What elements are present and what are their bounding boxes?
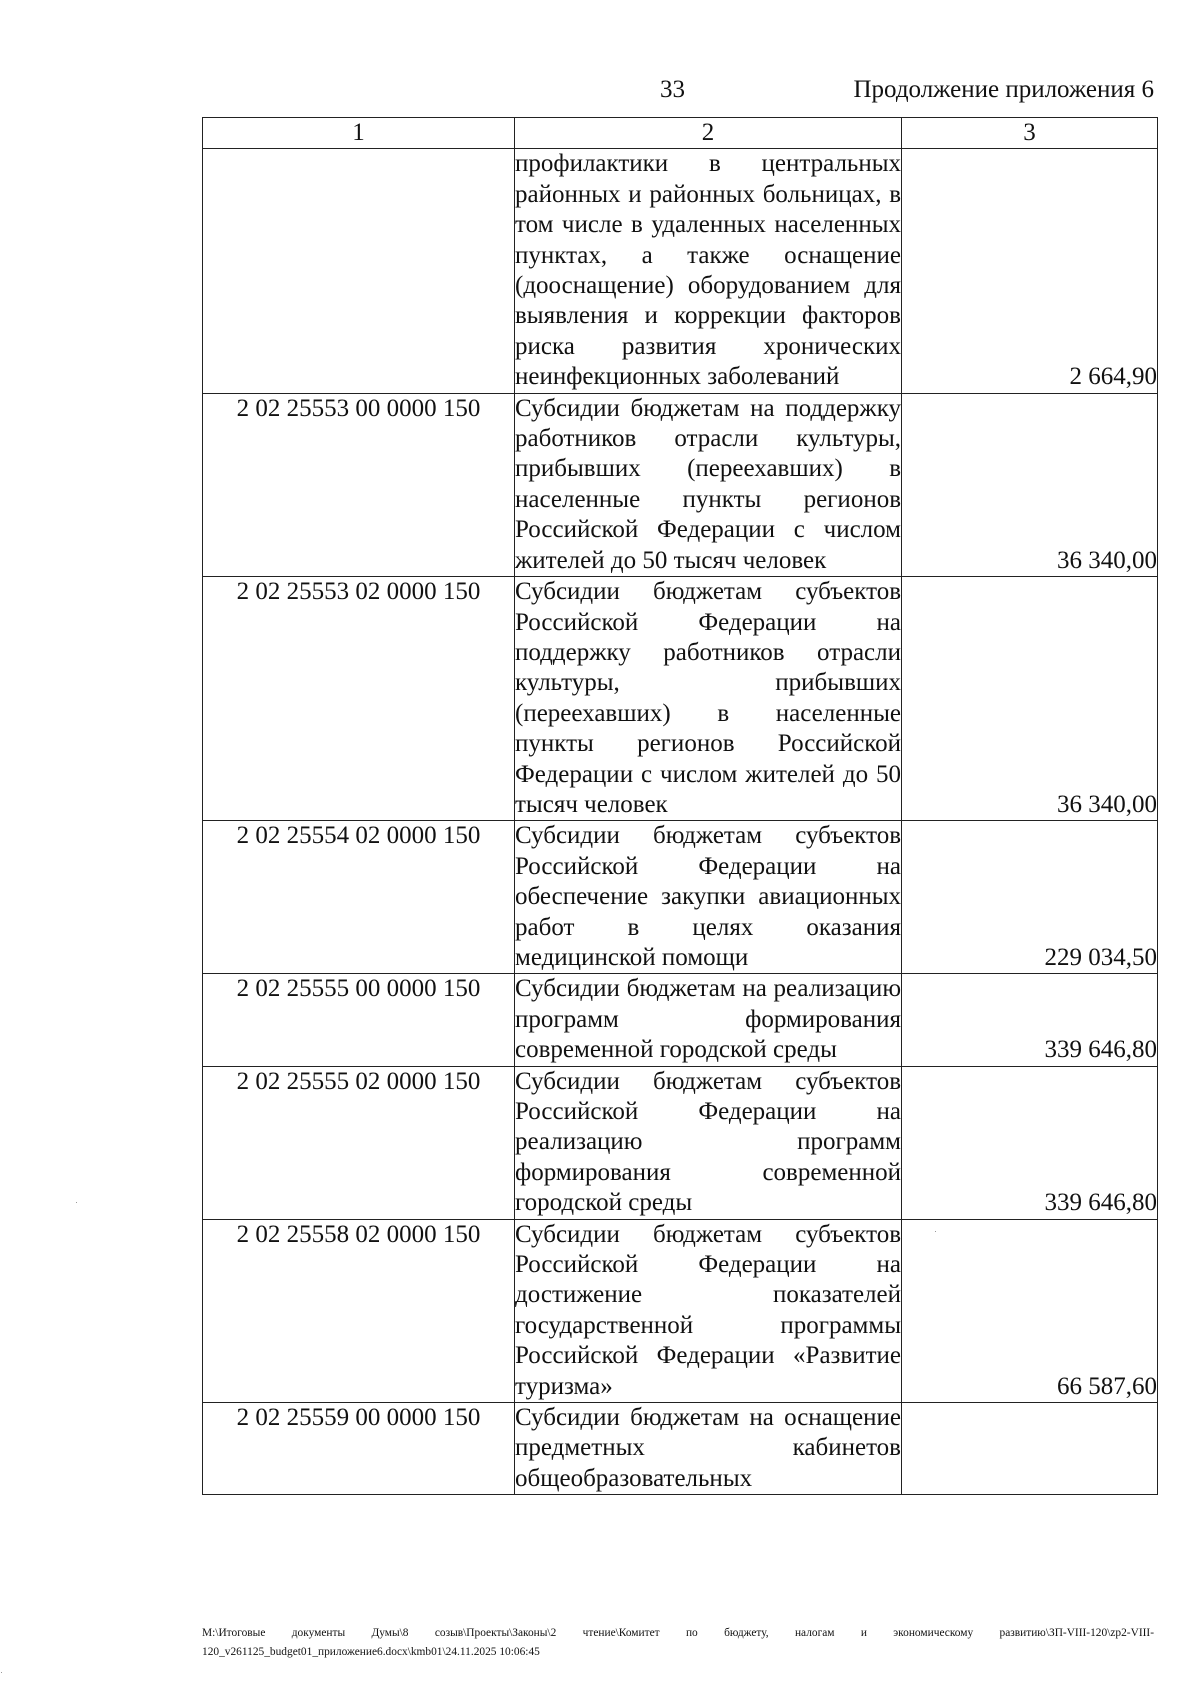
table-row: [203, 821, 1158, 974]
budget-code: [203, 149, 515, 393]
page-caption: Продолжение приложения 6: [853, 76, 1154, 103]
scan-speck: [935, 1231, 936, 1232]
scan-speck: [76, 1202, 77, 1203]
column-header: 1: [203, 118, 515, 149]
page-number: 33: [660, 76, 685, 103]
table-header-row: [203, 118, 1158, 149]
budget-code: 2 02 25554 02 0000 150: [203, 821, 515, 974]
scan-speck: [1, 1672, 2, 1673]
column-header: 3: [902, 118, 1158, 149]
budget-code: 2 02 25555 02 0000 150: [203, 1066, 515, 1219]
amount: 229 034,50: [902, 821, 1158, 974]
description: Субсидии бюджетам субъектов Российской Федерации на достижение показателей государственной программы Российской Федерации «Развитие туризма»: [515, 1219, 902, 1402]
amount: 339 646,80: [902, 974, 1158, 1066]
amount: 66 587,60: [902, 1219, 1158, 1402]
table-row: [203, 393, 1158, 576]
file-path-footer: M:\Итоговые документы Думы\8 созыв\Проекты\Законы\2 чтение\Комитет по бюджету, налогам и экономическому развитию\ЗП-VIII-120\zp2-VIII-120_v261125_budget01_приложение6.docx\kmb01\24.11.2025 10:06:45: [202, 1627, 1154, 1658]
description: Субсидии бюджетам субъектов Российской Федерации на поддержку работников отрасли культуры, прибывших (переехавших) в населенные пункты регионов Российской Федерации с числом жителей до 50 тысяч человек: [515, 577, 902, 821]
table-row: [203, 149, 1158, 393]
amount: 339 646,80: [902, 1066, 1158, 1219]
budget-code: 2 02 25555 00 0000 150: [203, 974, 515, 1066]
amount: 36 340,00: [902, 393, 1158, 576]
amount: 36 340,00: [902, 577, 1158, 821]
description: профилактики в центральных районных и районных больницах, в том числе в удаленных населенных пунктах, а также оснащение (дооснащение) оборудованием для выявления и коррекции факторов риска развития хронических неинфекционных заболеваний: [515, 149, 902, 393]
amount: 2 664,90: [902, 149, 1158, 393]
budget-code: 2 02 25553 00 0000 150: [203, 393, 515, 576]
table-row: [203, 1066, 1158, 1219]
table-row: [203, 1219, 1158, 1402]
table-row: [203, 1403, 1158, 1495]
budget-table: [202, 117, 1158, 1495]
description: Субсидии бюджетам субъектов Российской Федерации на реализацию программ формирования современной городской среды: [515, 1066, 902, 1219]
table-row: [203, 577, 1158, 821]
amount: [902, 1403, 1158, 1495]
column-header: 2: [515, 118, 902, 149]
description: Субсидии бюджетам на поддержку работников отрасли культуры, прибывших (переехавших) в населенные пункты регионов Российской Федерации с числом жителей до 50 тысяч человек: [515, 393, 902, 576]
budget-code: 2 02 25558 02 0000 150: [203, 1219, 515, 1402]
description: Субсидии бюджетам на реализацию программ формирования современной городской среды: [515, 974, 902, 1066]
table-row: [203, 974, 1158, 1066]
budget-code: 2 02 25559 00 0000 150: [203, 1403, 515, 1495]
description: Субсидии бюджетам на оснащение предметных кабинетов общеобразовательных: [515, 1403, 902, 1495]
description: Субсидии бюджетам субъектов Российской Федерации на обеспечение закупки авиационных работ в целях оказания медицинской помощи: [515, 821, 902, 974]
budget-code: 2 02 25553 02 0000 150: [203, 577, 515, 821]
